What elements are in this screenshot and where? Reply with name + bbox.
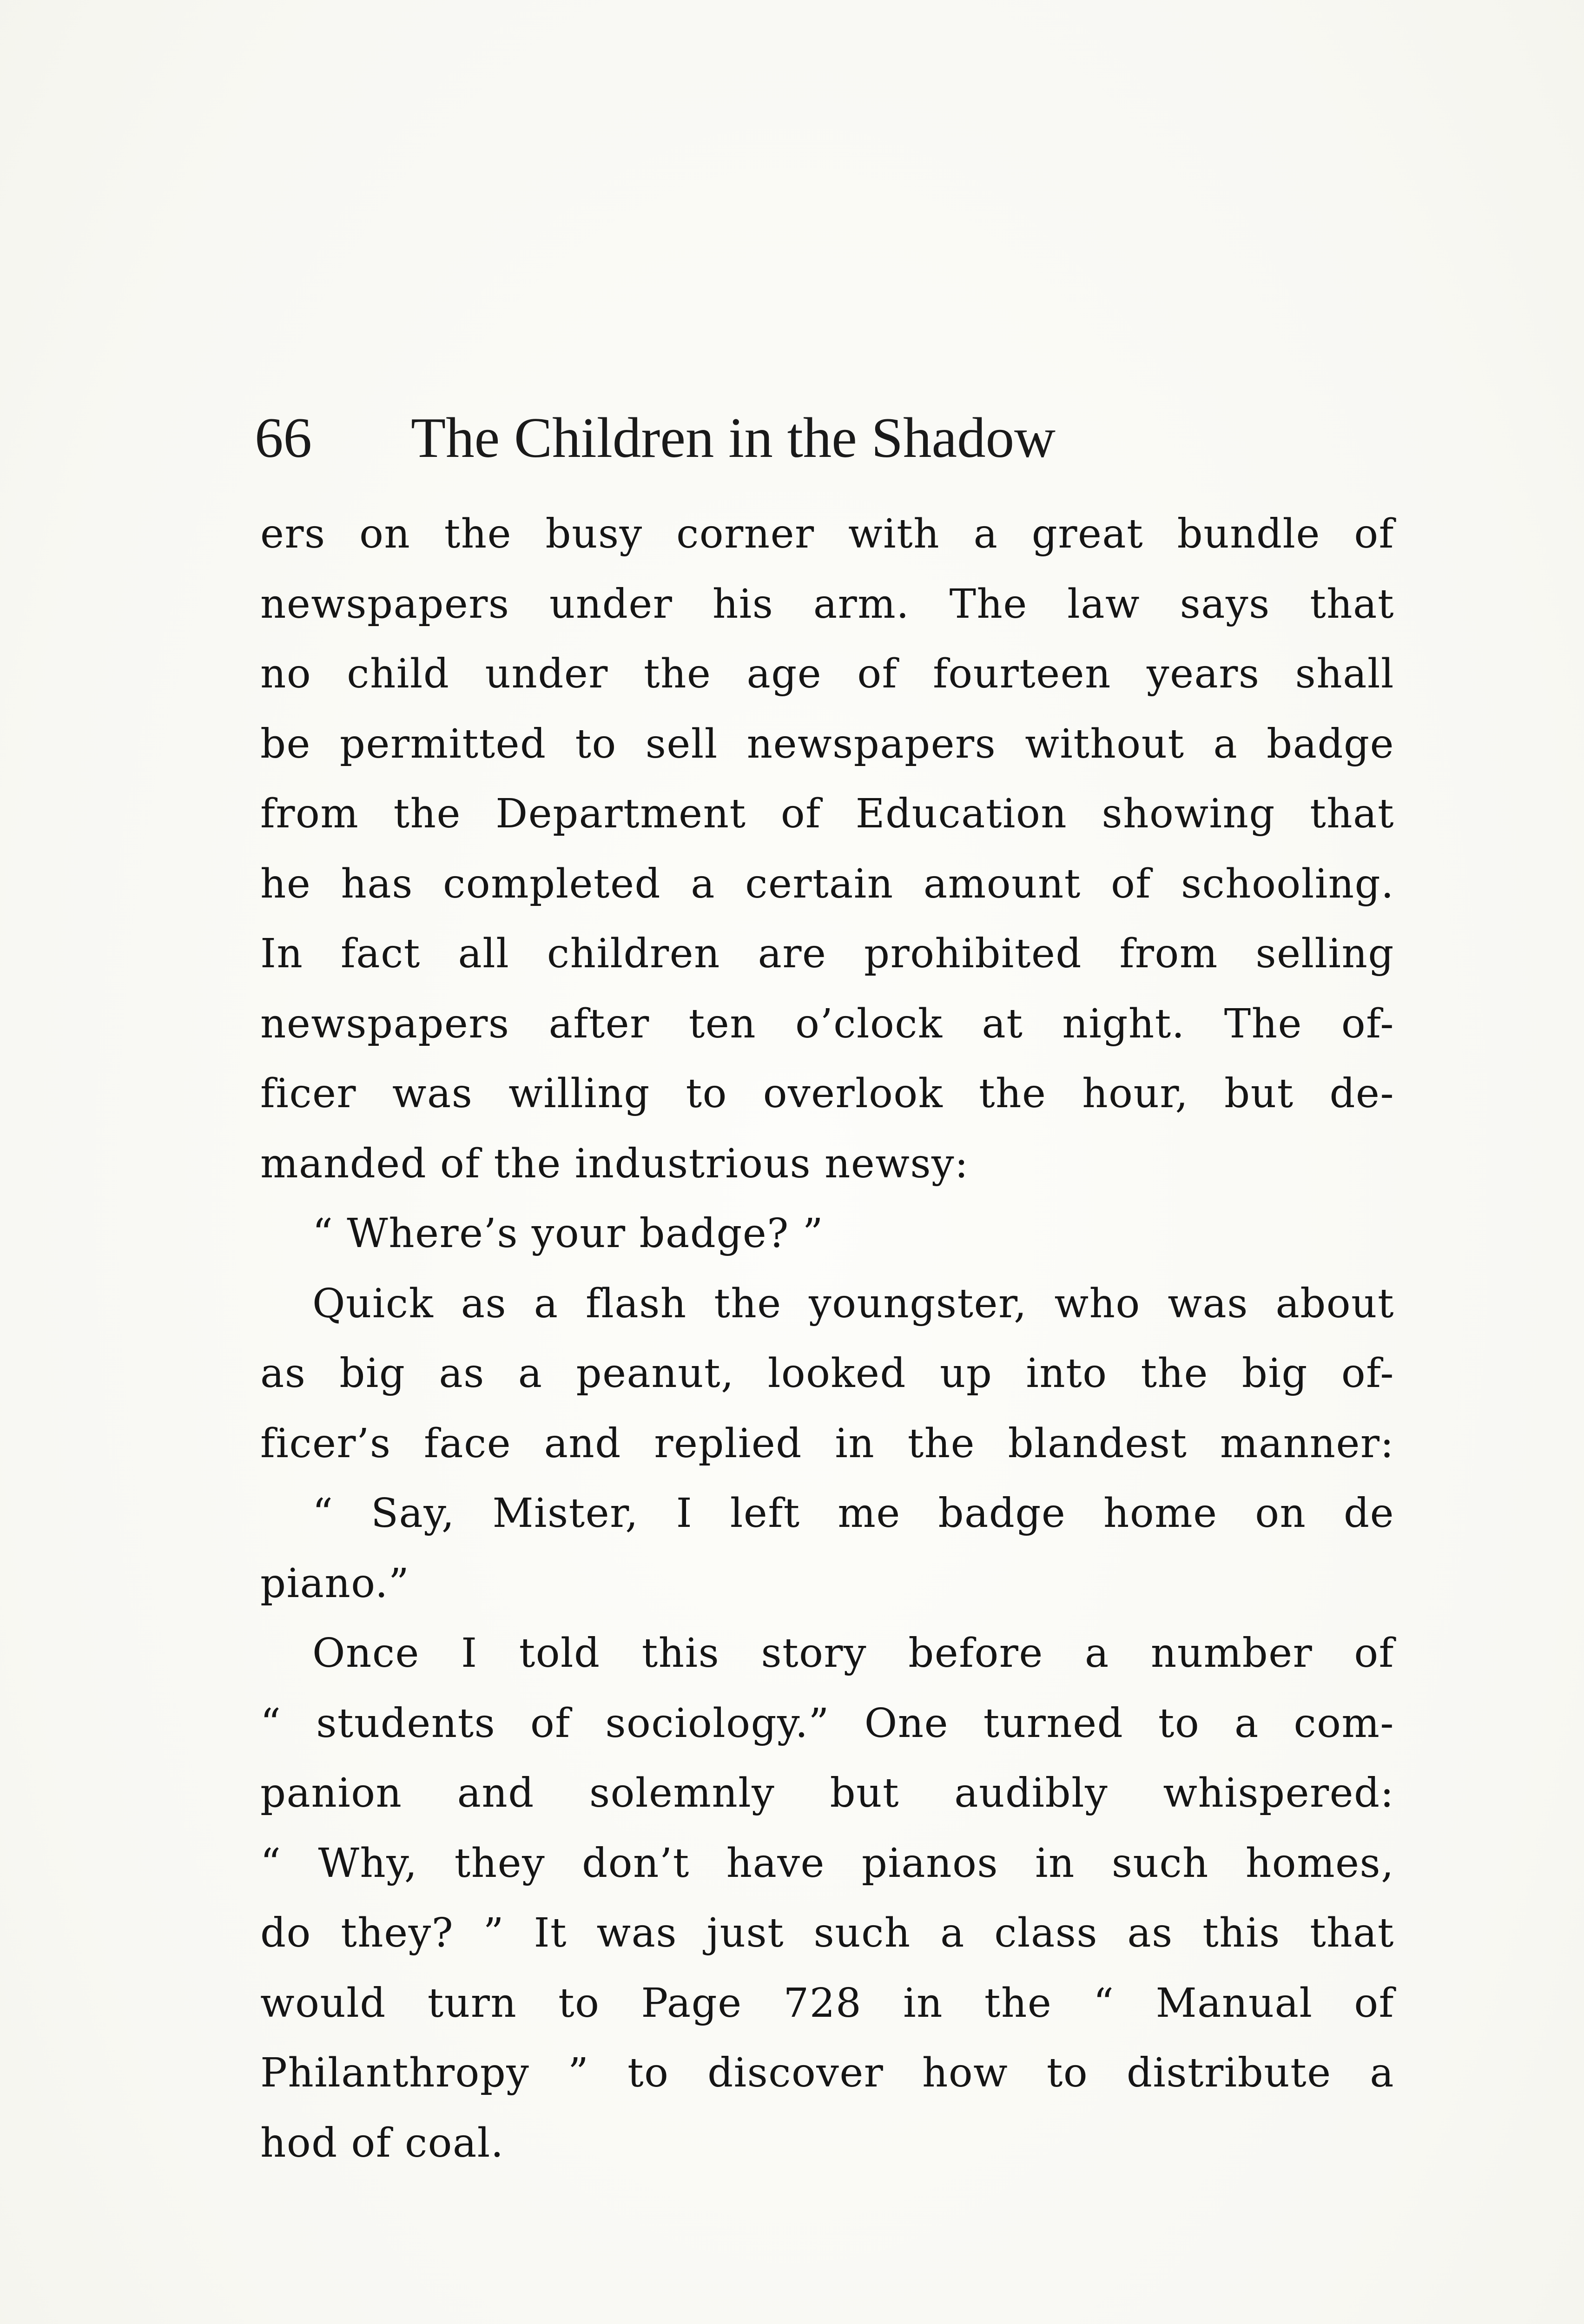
text-line: he has completed a certain amount of schooling. bbox=[260, 860, 1394, 907]
running-title: The Children in the Shadow bbox=[411, 406, 1056, 469]
text-line: ers on the busy corner with a great bundle of bbox=[260, 511, 1394, 557]
text-line: ficer was willing to overlook the hour, but de- bbox=[260, 1070, 1394, 1117]
text-line: “ students of sociology.” One turned to a com- bbox=[260, 1700, 1394, 1747]
page-number: 66 bbox=[255, 406, 312, 469]
text-line: newspapers under his arm. The law says that bbox=[260, 581, 1394, 627]
text-line: “ Where’s your badge? ” bbox=[312, 1210, 824, 1257]
text-line: In fact all children are prohibited from selling bbox=[260, 931, 1394, 977]
text-line: “ Why, they don’t have pianos in such homes, bbox=[260, 1840, 1394, 1887]
text-line: from the Department of Education showing that bbox=[260, 791, 1394, 837]
text-line: newspapers after ten o’clock at night. The of- bbox=[260, 1000, 1394, 1047]
text-line: no child under the age of fourteen years shall bbox=[260, 651, 1394, 697]
text-line: manded of the industrious newsy: bbox=[260, 1140, 969, 1187]
text-line: panion and solemnly but audibly whispered: bbox=[260, 1770, 1394, 1816]
text-line: as big as a peanut, looked up into the big of- bbox=[260, 1350, 1394, 1397]
text-line: Quick as a flash the youngster, who was about bbox=[312, 1280, 1394, 1327]
text-line: hod of coal. bbox=[260, 2119, 504, 2166]
text-line: would turn to Page 728 in the “ Manual of bbox=[260, 1980, 1394, 2027]
text-line: piano.” bbox=[260, 1560, 410, 1607]
text-line: Philanthropy ” to discover how to distribute a bbox=[260, 2050, 1394, 2096]
text-line: ficer’s face and replied in the blandest manner: bbox=[260, 1420, 1394, 1467]
text-line: be permitted to sell newspapers without a badge bbox=[260, 720, 1394, 767]
text-line: Once I told this story before a number of bbox=[312, 1630, 1394, 1677]
text-line: “ Say, Mister, I left me badge home on de bbox=[312, 1490, 1394, 1537]
text-line: do they? ” It was just such a class as this that bbox=[260, 1910, 1394, 1956]
body-text bbox=[260, 499, 1394, 2178]
page-header bbox=[255, 401, 1222, 475]
